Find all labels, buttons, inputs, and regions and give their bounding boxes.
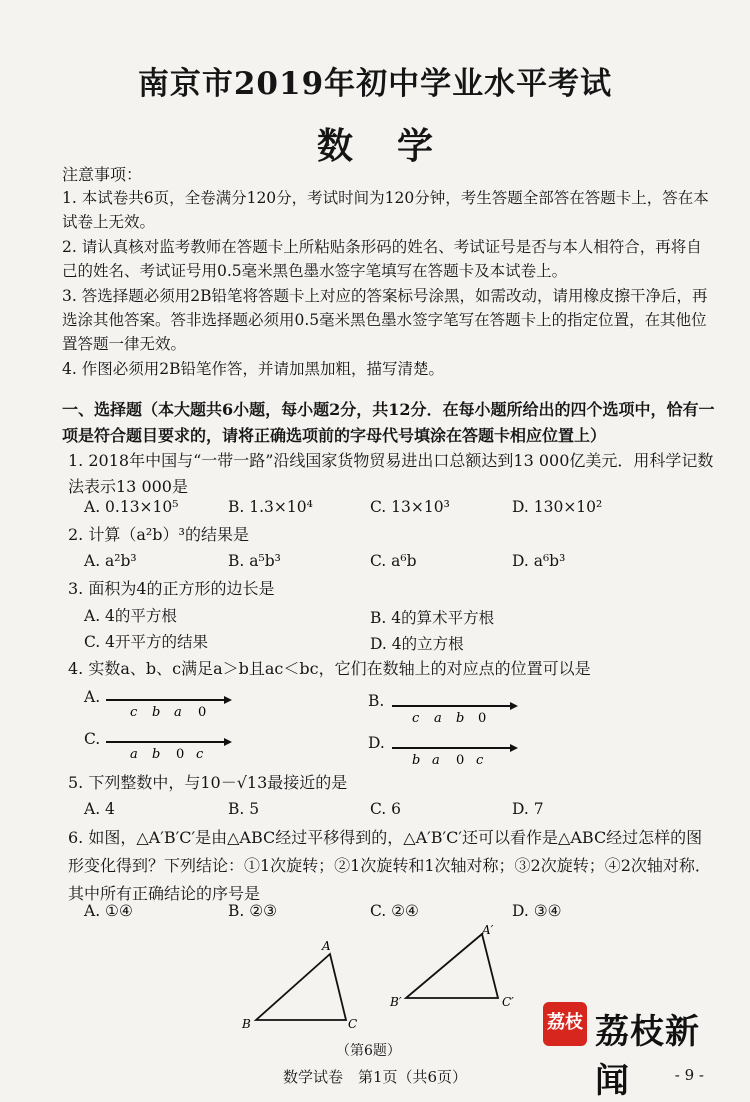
- q4-option-d-label: D.: [368, 734, 385, 752]
- page-footer: 数学试卷 第1页（共6页）: [282, 1068, 468, 1086]
- q4-option-b-label: B.: [368, 692, 385, 710]
- q4d-tick-1: b: [412, 753, 421, 768]
- q5-option-c: C. 6: [370, 800, 402, 818]
- q4a-tick-4: 0: [198, 705, 207, 720]
- q4d-tick-4: c: [476, 753, 484, 768]
- q4c-tick-3: 0: [176, 747, 185, 762]
- q4b-tick-1: c: [412, 711, 420, 726]
- q4-number-line-c: [106, 736, 236, 766]
- note-item-3: 3. 答选择题必须用2B铅笔将答题卡上对应的答案标号涂黑，如需改动，请用橡皮擦干净后，再选涂其他答案。答非选择题必须用0.5毫米黑色墨水签字笔写在答题卡上的指定位置，在其他位置答题一律无效。: [62, 287, 708, 353]
- question-1-stem: 1. 2018年中国与“一带一路”沿线国家货物贸易进出口总额达到13 000亿美元．用科学记数法表示13 000是: [68, 451, 714, 496]
- q5-option-a: A. 4: [84, 800, 115, 818]
- q4d-tick-3: 0: [456, 753, 465, 768]
- q1-option-b: B. 1.3×10⁴: [228, 498, 313, 516]
- logo-icon: [543, 1002, 587, 1046]
- q4c-tick-2: b: [152, 747, 161, 762]
- q5-option-d: D. 7: [512, 800, 544, 818]
- figure-caption: （第6题）: [336, 1043, 401, 1059]
- vertex-a: A: [322, 939, 331, 953]
- note-item-4: 4. 作图必须用2B铅笔作答，并请加黑加粗，描写清楚。: [62, 360, 444, 378]
- vertex-b-prime: B′: [390, 995, 402, 1009]
- q3-option-c: C. 4开平方的结果: [84, 633, 209, 651]
- question-3-stem: 3. 面积为4的正方形的边长是: [68, 579, 275, 598]
- q4b-tick-3: b: [456, 711, 465, 726]
- note-item-2: 2. 请认真核对监考教师在答题卡上所粘贴条形码的姓名、考试证号是否与本人相符合，再将自己的姓名、考试证号用0.5毫米黑色墨水签字笔填写在答题卡及本试卷上。: [62, 238, 702, 280]
- q4-number-line-d: [392, 742, 522, 772]
- q4b-tick-2: a: [434, 711, 442, 726]
- q3-option-d: D. 4的立方根: [370, 635, 464, 653]
- q2-option-b: B. a⁵b³: [228, 552, 281, 570]
- q4c-tick-4: c: [196, 747, 204, 762]
- q4-option-c-label: C.: [84, 730, 101, 748]
- q6-option-a: A. ①④: [84, 902, 133, 920]
- q2-option-c: C. a⁶b: [370, 552, 417, 570]
- q4-number-line-b: [392, 700, 522, 730]
- q2-option-d: D. a⁶b³: [512, 552, 566, 570]
- triangle-figure: [236, 924, 536, 1034]
- q6-option-b: B. ②③: [228, 902, 278, 920]
- q1-option-c: C. 13×10³: [370, 498, 450, 516]
- page-number: - 9 -: [674, 1066, 704, 1084]
- q3-option-a: A. 4的平方根: [84, 607, 177, 625]
- vertex-c-prime: C′: [502, 995, 514, 1009]
- logo-text: 荔枝新闻: [595, 1012, 700, 1101]
- q5-option-b: B. 5: [228, 800, 260, 818]
- q4-option-a-label: A.: [84, 688, 101, 706]
- question-6-stem: 6. 如图，△A′B′C′是由△ABC经过平移得到的，△A′B′C′还可以看作是△ABC经过怎样的图形变化得到？下列结论：①1次旋转；②1次旋转和1次轴对称；③2次旋转；④2次轴对称．其中所有正确结论的序号是: [68, 828, 711, 903]
- vertex-a-prime: A′: [482, 923, 494, 937]
- logo-glyph: 荔枝: [547, 1012, 583, 1033]
- q4a-tick-1: c: [130, 705, 138, 720]
- q4c-tick-1: a: [130, 747, 138, 762]
- q6-option-d: D. ③④: [512, 902, 562, 920]
- q4b-tick-4: 0: [478, 711, 487, 726]
- triangle-a-prime-b-prime-c-prime: [406, 934, 498, 998]
- question-2-stem: 2. 计算（a²b）³的结果是: [68, 525, 249, 544]
- q4a-tick-2: b: [152, 705, 161, 720]
- q4-number-line-a: [106, 694, 236, 724]
- vertex-b: B: [242, 1017, 251, 1031]
- note-item-1: 1. 本试卷共6页，全卷满分120分，考试时间为120分钟，考生答题全部答在答题卡上，答在本试卷上无效。: [62, 189, 709, 231]
- vertex-c: C: [348, 1017, 358, 1031]
- q1-option-a: A. 0.13×10⁵: [84, 498, 179, 516]
- question-4-stem: 4. 实数a、b、c满足a＞b且ac＜bc，它们在数轴上的对应点的位置可以是: [68, 659, 591, 678]
- exam-title: 南京市2019年初中学业水平考试: [137, 66, 613, 102]
- q1-option-d: D. 130×10²: [512, 498, 603, 516]
- q4d-tick-2: a: [432, 753, 440, 768]
- q6-option-c: C. ②④: [370, 902, 419, 920]
- section-heading: 一、选择题（本大题共6小题，每小题2分，共12分．在每小题所给出的四个选项中，恰有一项是符合题目要求的，请将正确选项前的字母代号填涂在答题卡相应位置上）: [62, 400, 715, 445]
- subject-title: 数学: [316, 125, 477, 167]
- question-5-stem: 5. 下列整数中，与10－√13最接近的是: [68, 773, 348, 792]
- q4a-tick-3: a: [174, 705, 182, 720]
- notes-heading: 注意事项：: [62, 165, 143, 184]
- q3-option-b: B. 4的算术平方根: [370, 609, 495, 627]
- triangle-abc: [256, 954, 346, 1020]
- news-logo: [543, 1000, 733, 1101]
- q2-option-a: A. a²b³: [84, 552, 137, 570]
